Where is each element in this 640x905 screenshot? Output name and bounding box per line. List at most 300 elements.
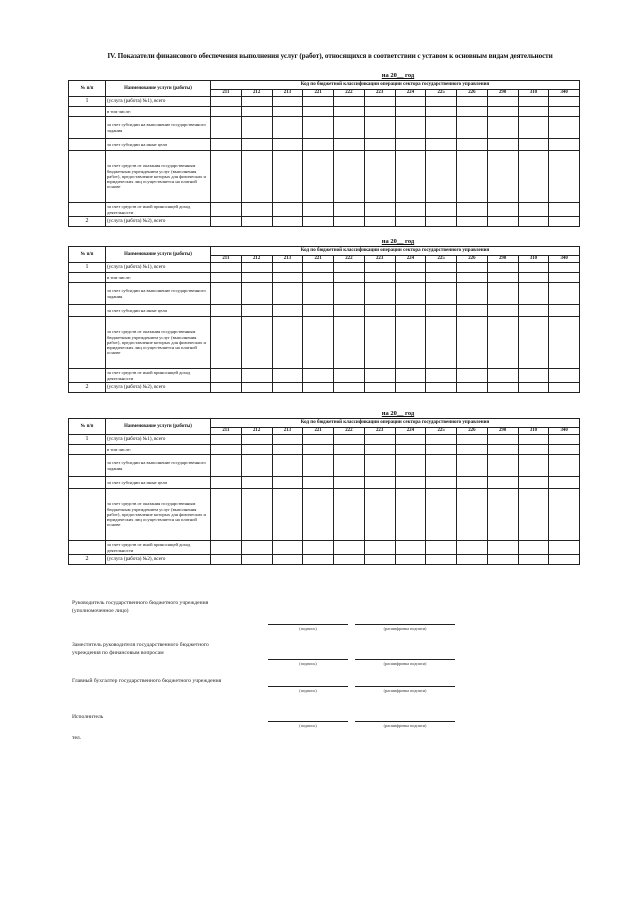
value-cell[interactable] [518, 435, 549, 445]
value-cell[interactable] [211, 445, 242, 455]
value-cell[interactable] [518, 455, 549, 477]
value-cell[interactable] [395, 217, 426, 227]
row-name: за счет средств от иной приносящей доход деятельности [106, 369, 211, 383]
value-cell[interactable] [211, 283, 242, 305]
code-col-header: 340 [549, 90, 580, 97]
value-cell[interactable] [211, 383, 242, 393]
value-cell[interactable] [549, 435, 580, 445]
row-name: (услуга (работа) №2), всего [106, 555, 211, 565]
value-cell[interactable] [518, 541, 549, 555]
value-cell[interactable] [426, 283, 457, 305]
value-cell[interactable] [303, 435, 334, 445]
value-cell[interactable] [518, 217, 549, 227]
value-cell[interactable] [211, 435, 242, 445]
value-cell[interactable] [334, 107, 365, 117]
value-cell[interactable] [549, 263, 580, 273]
value-cell[interactable] [334, 283, 365, 305]
value-cell[interactable] [549, 317, 580, 369]
value-cell[interactable] [211, 317, 242, 369]
row-name: в том числе: [106, 445, 211, 455]
value-cell[interactable] [457, 203, 488, 217]
value-cell[interactable] [241, 151, 272, 203]
value-cell[interactable] [457, 139, 488, 151]
value-cell[interactable] [518, 555, 549, 565]
value-cell[interactable] [426, 217, 457, 227]
value-cell[interactable] [272, 203, 303, 217]
value-cell[interactable] [303, 97, 334, 107]
value-cell[interactable] [272, 489, 303, 541]
value-cell[interactable] [457, 97, 488, 107]
value-cell[interactable] [241, 555, 272, 565]
value-cell[interactable] [303, 217, 334, 227]
value-cell[interactable] [334, 317, 365, 369]
value-cell[interactable] [487, 435, 518, 445]
code-col-header: 221 [303, 90, 334, 97]
value-cell[interactable] [364, 489, 395, 541]
code-col-header: 226 [457, 90, 488, 97]
value-cell[interactable] [426, 305, 457, 317]
year-label: на 20__ год [381, 72, 415, 79]
code-col-header: 225 [426, 256, 457, 263]
value-cell[interactable] [272, 139, 303, 151]
value-cell[interactable] [211, 455, 242, 477]
value-cell[interactable] [426, 117, 457, 139]
row-number [69, 151, 106, 203]
value-cell[interactable] [457, 317, 488, 369]
value-cell[interactable] [426, 151, 457, 203]
value-cell[interactable] [272, 305, 303, 317]
value-cell[interactable] [334, 455, 365, 477]
value-cell[interactable] [487, 107, 518, 117]
value-cell[interactable] [241, 317, 272, 369]
value-cell[interactable] [487, 369, 518, 383]
row-name: за счет субсидии на выполнение государственного задания [106, 455, 211, 477]
value-cell[interactable] [549, 555, 580, 565]
finance-grid [68, 80, 580, 227]
code-col-header: 224 [395, 428, 426, 435]
value-cell[interactable] [364, 117, 395, 139]
value-cell[interactable] [395, 97, 426, 107]
value-cell[interactable] [426, 541, 457, 555]
value-cell[interactable] [364, 383, 395, 393]
value-cell[interactable] [303, 369, 334, 383]
value-cell[interactable] [364, 97, 395, 107]
value-cell[interactable] [395, 435, 426, 445]
value-cell[interactable] [334, 217, 365, 227]
value-cell[interactable] [241, 97, 272, 107]
finance-grid [68, 246, 580, 393]
value-cell[interactable] [426, 139, 457, 151]
value-cell[interactable] [272, 117, 303, 139]
value-cell[interactable] [241, 541, 272, 555]
value-cell[interactable] [395, 273, 426, 283]
value-cell[interactable] [303, 203, 334, 217]
value-cell[interactable] [334, 203, 365, 217]
value-cell[interactable] [549, 383, 580, 393]
value-cell[interactable] [272, 455, 303, 477]
value-cell[interactable] [549, 489, 580, 541]
value-cell[interactable] [457, 555, 488, 565]
value-cell[interactable] [272, 541, 303, 555]
value-cell[interactable] [272, 369, 303, 383]
value-cell[interactable] [241, 203, 272, 217]
value-cell[interactable] [395, 445, 426, 455]
value-cell[interactable] [518, 151, 549, 203]
value-cell[interactable] [457, 477, 488, 489]
value-cell[interactable] [395, 117, 426, 139]
value-cell[interactable] [211, 139, 242, 151]
value-cell[interactable] [211, 489, 242, 541]
value-cell[interactable] [549, 117, 580, 139]
value-cell[interactable] [272, 263, 303, 273]
row-name: (услуга (работа) №1), всего [106, 263, 211, 273]
value-cell[interactable] [334, 97, 365, 107]
signature-label-3: (подпись) [299, 688, 317, 693]
value-cell[interactable] [518, 263, 549, 273]
value-cell[interactable] [518, 107, 549, 117]
value-cell[interactable] [487, 477, 518, 489]
table-row [69, 477, 580, 489]
value-cell[interactable] [549, 139, 580, 151]
value-cell[interactable] [211, 305, 242, 317]
value-cell[interactable] [487, 489, 518, 541]
value-cell[interactable] [334, 435, 365, 445]
value-cell[interactable] [211, 107, 242, 117]
value-cell[interactable] [487, 383, 518, 393]
value-cell[interactable] [518, 369, 549, 383]
value-cell[interactable] [364, 283, 395, 305]
table-row [69, 445, 580, 455]
value-cell[interactable] [303, 383, 334, 393]
value-cell[interactable] [303, 477, 334, 489]
value-cell[interactable] [272, 273, 303, 283]
value-cell[interactable] [272, 151, 303, 203]
value-cell[interactable] [241, 273, 272, 283]
value-cell[interactable] [211, 203, 242, 217]
value-cell[interactable] [457, 283, 488, 305]
row-number [69, 477, 106, 489]
value-cell[interactable] [395, 455, 426, 477]
table-row [69, 217, 580, 227]
value-cell[interactable] [364, 203, 395, 217]
value-cell[interactable] [272, 317, 303, 369]
value-cell[interactable] [395, 107, 426, 117]
value-cell[interactable] [241, 305, 272, 317]
value-cell[interactable] [395, 139, 426, 151]
value-cell[interactable] [364, 555, 395, 565]
value-cell[interactable] [272, 283, 303, 305]
value-cell[interactable] [395, 369, 426, 383]
value-cell[interactable] [549, 107, 580, 117]
row-number [69, 283, 106, 305]
value-cell[interactable] [364, 435, 395, 445]
value-cell[interactable] [364, 541, 395, 555]
value-cell[interactable] [549, 217, 580, 227]
value-cell[interactable] [487, 203, 518, 217]
value-cell[interactable] [487, 555, 518, 565]
table-row [69, 383, 580, 393]
value-cell[interactable] [303, 305, 334, 317]
value-cell[interactable] [549, 477, 580, 489]
value-cell[interactable] [487, 455, 518, 477]
row-name: (услуга (работа) №2), всего [106, 383, 211, 393]
signature-label-4: (подпись) [299, 723, 317, 728]
value-cell[interactable] [457, 541, 488, 555]
value-cell[interactable] [457, 383, 488, 393]
row-number [69, 455, 106, 477]
value-cell[interactable] [426, 97, 457, 107]
row-name: за счет средств от иной приносящей доход деятельности [106, 541, 211, 555]
code-group-header: Код по бюджетной классификации операции сектора государственного управления [211, 81, 580, 90]
value-cell[interactable] [364, 477, 395, 489]
code-col-header: 290 [487, 256, 518, 263]
value-cell[interactable] [487, 445, 518, 455]
value-cell[interactable] [211, 217, 242, 227]
value-cell[interactable] [364, 273, 395, 283]
value-cell[interactable] [395, 489, 426, 541]
value-cell[interactable] [364, 305, 395, 317]
value-cell[interactable] [303, 541, 334, 555]
value-cell[interactable] [334, 273, 365, 283]
value-cell[interactable] [518, 445, 549, 455]
value-cell[interactable] [426, 435, 457, 445]
decode-label-4: (расшифровка подписи) [383, 723, 427, 728]
value-cell[interactable] [395, 555, 426, 565]
value-cell[interactable] [334, 117, 365, 139]
value-cell[interactable] [549, 151, 580, 203]
value-cell[interactable] [364, 455, 395, 477]
finance-table-3 [68, 412, 580, 565]
value-cell[interactable] [211, 541, 242, 555]
value-cell[interactable] [549, 455, 580, 477]
value-cell[interactable] [395, 477, 426, 489]
value-cell[interactable] [487, 97, 518, 107]
value-cell[interactable] [334, 383, 365, 393]
value-cell[interactable] [518, 489, 549, 541]
row-name: за счет субсидии на иные цели [106, 477, 211, 489]
code-col-header: 340 [549, 256, 580, 263]
value-cell[interactable] [303, 139, 334, 151]
value-cell[interactable] [549, 273, 580, 283]
value-cell[interactable] [364, 139, 395, 151]
value-cell[interactable] [395, 263, 426, 273]
value-cell[interactable] [272, 383, 303, 393]
value-cell[interactable] [426, 263, 457, 273]
value-cell[interactable] [518, 383, 549, 393]
value-cell[interactable] [211, 369, 242, 383]
value-cell[interactable] [303, 445, 334, 455]
value-cell[interactable] [241, 383, 272, 393]
value-cell[interactable] [241, 117, 272, 139]
value-cell[interactable] [303, 107, 334, 117]
value-cell[interactable] [426, 455, 457, 477]
value-cell[interactable] [426, 273, 457, 283]
value-cell[interactable] [241, 139, 272, 151]
col-num-header: № п/п [69, 419, 106, 435]
value-cell[interactable] [426, 555, 457, 565]
value-cell[interactable] [272, 555, 303, 565]
value-cell[interactable] [241, 283, 272, 305]
value-cell[interactable] [457, 489, 488, 541]
value-cell[interactable] [303, 151, 334, 203]
value-cell[interactable] [364, 217, 395, 227]
value-cell[interactable] [211, 97, 242, 107]
value-cell[interactable] [518, 117, 549, 139]
value-cell[interactable] [487, 541, 518, 555]
code-col-header: 226 [457, 428, 488, 435]
table-row [69, 541, 580, 555]
value-cell[interactable] [334, 369, 365, 383]
value-cell[interactable] [549, 369, 580, 383]
value-cell[interactable] [549, 283, 580, 305]
row-number: 2 [69, 217, 106, 227]
table-row [69, 283, 580, 305]
value-cell[interactable] [272, 217, 303, 227]
code-col-header: 222 [334, 256, 365, 263]
value-cell[interactable] [334, 139, 365, 151]
value-cell[interactable] [211, 151, 242, 203]
value-cell[interactable] [364, 445, 395, 455]
value-cell[interactable] [457, 217, 488, 227]
value-cell[interactable] [457, 305, 488, 317]
value-cell[interactable] [241, 263, 272, 273]
code-col-header: 221 [303, 428, 334, 435]
value-cell[interactable] [457, 435, 488, 445]
value-cell[interactable] [272, 107, 303, 117]
value-cell[interactable] [364, 107, 395, 117]
value-cell[interactable] [487, 151, 518, 203]
value-cell[interactable] [395, 203, 426, 217]
value-cell[interactable] [487, 117, 518, 139]
value-cell[interactable] [457, 273, 488, 283]
row-number [69, 203, 106, 217]
value-cell[interactable] [241, 435, 272, 445]
row-name: за счет средств от оказания государственным бюджетным учреждением услуг (выполнения работ), предоставление которых для физических и юридических лиц осуществляется на платной основе [106, 317, 211, 369]
value-cell[interactable] [518, 273, 549, 283]
decode-label-1: (расшифровка подписи) [383, 626, 427, 631]
value-cell[interactable] [272, 97, 303, 107]
value-cell[interactable] [303, 455, 334, 477]
value-cell[interactable] [518, 97, 549, 107]
value-cell[interactable] [334, 555, 365, 565]
value-cell[interactable] [426, 317, 457, 369]
value-cell[interactable] [549, 541, 580, 555]
value-cell[interactable] [241, 477, 272, 489]
value-cell[interactable] [426, 203, 457, 217]
row-number [69, 445, 106, 455]
value-cell[interactable] [241, 445, 272, 455]
value-cell[interactable] [241, 369, 272, 383]
value-cell[interactable] [303, 489, 334, 541]
value-cell[interactable] [364, 317, 395, 369]
value-cell[interactable] [518, 317, 549, 369]
value-cell[interactable] [426, 489, 457, 541]
signature-role-2: Заместитель руководителя государственного бюджетного учреждения по финансовым вопросам [72, 642, 209, 656]
value-cell[interactable] [334, 489, 365, 541]
value-cell[interactable] [549, 203, 580, 217]
value-cell[interactable] [334, 151, 365, 203]
value-cell[interactable] [211, 117, 242, 139]
value-cell[interactable] [303, 117, 334, 139]
value-cell[interactable] [272, 435, 303, 445]
table-row [69, 555, 580, 565]
value-cell[interactable] [518, 305, 549, 317]
row-name: за счет средств от оказания государственным бюджетным учреждением услуг (выполнения работ), предоставление которых для физических и юридических лиц осуществляется на платной основе [106, 489, 211, 541]
value-cell[interactable] [241, 455, 272, 477]
value-cell[interactable] [457, 369, 488, 383]
row-name: (услуга (работа) №1), всего [106, 97, 211, 107]
value-cell[interactable] [518, 139, 549, 151]
value-cell[interactable] [518, 203, 549, 217]
value-cell[interactable] [395, 383, 426, 393]
value-cell[interactable] [241, 217, 272, 227]
value-cell[interactable] [334, 445, 365, 455]
year-label: на 20__ год [381, 410, 415, 417]
value-cell[interactable] [241, 489, 272, 541]
value-cell[interactable] [457, 117, 488, 139]
value-cell[interactable] [334, 541, 365, 555]
value-cell[interactable] [241, 107, 272, 117]
value-cell[interactable] [303, 273, 334, 283]
value-cell[interactable] [549, 97, 580, 107]
value-cell[interactable] [487, 273, 518, 283]
value-cell[interactable] [303, 317, 334, 369]
value-cell[interactable] [211, 273, 242, 283]
value-cell[interactable] [211, 477, 242, 489]
value-cell[interactable] [457, 445, 488, 455]
value-cell[interactable] [272, 477, 303, 489]
value-cell[interactable] [487, 283, 518, 305]
value-cell[interactable] [395, 305, 426, 317]
value-cell[interactable] [395, 283, 426, 305]
value-cell[interactable] [426, 383, 457, 393]
value-cell[interactable] [487, 139, 518, 151]
value-cell[interactable] [364, 263, 395, 273]
value-cell[interactable] [364, 369, 395, 383]
value-cell[interactable] [487, 317, 518, 369]
value-cell[interactable] [303, 263, 334, 273]
value-cell[interactable] [334, 263, 365, 273]
value-cell[interactable] [211, 263, 242, 273]
value-cell[interactable] [426, 445, 457, 455]
value-cell[interactable] [211, 555, 242, 565]
value-cell[interactable] [457, 107, 488, 117]
value-cell[interactable] [334, 305, 365, 317]
value-cell[interactable] [395, 151, 426, 203]
value-cell[interactable] [303, 283, 334, 305]
value-cell[interactable] [487, 217, 518, 227]
value-cell[interactable] [549, 305, 580, 317]
value-cell[interactable] [426, 369, 457, 383]
value-cell[interactable] [549, 445, 580, 455]
value-cell[interactable] [518, 283, 549, 305]
value-cell[interactable] [518, 477, 549, 489]
value-cell[interactable] [272, 445, 303, 455]
row-name: в том числе: [106, 273, 211, 283]
value-cell[interactable] [457, 455, 488, 477]
value-cell[interactable] [395, 317, 426, 369]
value-cell[interactable] [457, 151, 488, 203]
value-cell[interactable] [487, 305, 518, 317]
value-cell[interactable] [487, 263, 518, 273]
value-cell[interactable] [426, 477, 457, 489]
value-cell[interactable] [303, 555, 334, 565]
value-cell[interactable] [364, 151, 395, 203]
value-cell[interactable] [457, 263, 488, 273]
value-cell[interactable] [395, 541, 426, 555]
value-cell[interactable] [426, 107, 457, 117]
value-cell[interactable] [334, 477, 365, 489]
